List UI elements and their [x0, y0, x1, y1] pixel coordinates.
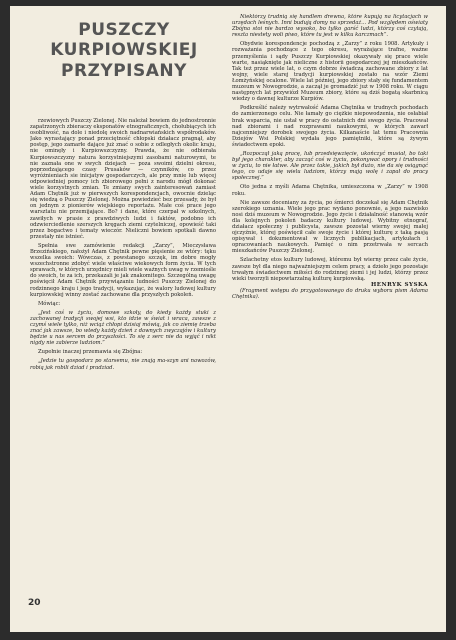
left-text-column [30, 118, 216, 596]
paragraph: „Jedzie tu gospodarz po starsemu, nie znają ma-szyn ani nawozów, robią jak robili dziad i pradziad. [30, 358, 216, 371]
paragraph: Spełnia swe zamówienie redakcji „Zarzy”, Mieczysława Brzezińskiego, nałożył Adam Chętnik pewne pięsienie ze wtóry: tęku wszelka swoich: Wówczas, z powstanego szczęk, im dobre mogły wszechstronne zdobyć wiele właściwe wiekowych form życia. W tych sprawach, w których urzędnicy mieli wiele ważnych uwag w rzemiośle do swoich, te za ich, przekazali je jak znakomitego. Szczególną uwagę poświęcił Adam Chętnik przywiązaniu ludności Puszczy Zielonej do rodzinnego kraju i jego tradycji, wykazując, że walory ludowej kultury kurpiowskiej winny zostać zachowane dla przyszłych pokoleń. [30, 242, 216, 298]
title-line-2: PRZYPISANY [61, 61, 187, 81]
page-number: 20 [28, 598, 41, 608]
paragraph: Nie zawsze doceniany za życia, po śmierci doczekał się Adam Chętnik szerokiego uznania. Wiele jego prac wydano ponownie, a jego nazwisko nosi dziś muzeum w Nowogrodzie. Jego życie i działalność stanowią wzór dla kolejnych pokoleń badaczy kultury ludowej. Wybitny etnograf, działacz społeczny i publicysta, zawsze pozostał wierny swojej małej ojczyźnie, której poświęcił całe swoje życie i której kulturę z taką pasją opisywał i dokumentował w licznych publikacjach, artykułach i opracowaniach naukowych. Pamięć o nim przetrwała w sercach mieszkańców Puszczy Zielonej. [232, 199, 428, 255]
paragraph: „Jest coś w życiu, domowe szkoły, do kiedy każdy stuki z zachowanej tradycji swojej wsi, kto idzie w świat i wraca, zawsze z czymś wiele tylko, niż wciąż chłopi dzisiaj mówią, jak co ziemię trzeba znać jak zawsze, bo wtedy każdy dzień z dawnych zwyczajów i kultury będzie u nas sercem do przyszłości. To się z serc nie da wyjąć i nikt nigdy nie zabierze ludziom.” [30, 309, 216, 347]
paragraph: Obydwie korespondencje pochodzą z „Zarzy” z roku 1908. Artykuły i rozważania pochodzące z tego okresu, wyrażające trafne, ważne przemyślenia i sądy Puszczy Kurpiowskiej okazywały się prace wiele warte, nasiąknięte jak nieliczne z historii gospodarczej jej mieszkańców. Tak też przez wiele lat, o czym dobrze świadczą zachowane zbiory z lat wojny, wiele starej tradycji kurpiowskiej zostało na wzór Ziemi Łomżyńskiej ocalone. Wiele lat później, jego zbiory stały się fundamentem muzeum w Nowogrodzie, a zaczął je gromadzić już w 1908 roku. W ciągu następnych lat przywiózł Muzeum zbiory, które są dziś bogatą skarbnicą wiedzy o dawnej kulturze Kurpiów. [232, 41, 428, 103]
footnote: (Fragment wstępu do przygotowanego do druku wyboru pism Adama Chętnika). [232, 287, 428, 301]
paragraph: „Rozpoczął jaką pracę, lub przedsięwzięcie, ukończyć musiał, bo taki był jego charakter, aby zacząć coś w życiu, pokonywać opory i trudności w życiu, to nie łatwe. Ale przez takie, jakich był dużo, nie da się osiągnąć tego, co udaje się wielu ludziom, którzy mają wolę i zapał do pracy społecznej.” [232, 150, 428, 182]
title-line-1: PUSZCZY KURPIOWSKIEJ [50, 20, 198, 60]
paragraph: Mówiąc: [38, 300, 61, 307]
paragraph: rzewiowych Puszczy Zielonej. Nie należał bowiem do jednostronnie zapatrzonych zbieraczy eksponatów etnograficznych, chołubiących ich osobliwość, na dole i niedolę swoich nadnarwiańskich współrodaków. Jako wyrastający ponad przeciętność chłopski działacz pragnął, aby postęp, jego zamarłe dające już znać o sobie z odległych okolic kraju, nie ominęły i Kurpiowszczyzny. Prawda, że nie odbierała Kurpiowszczyzny natura korzystniejszymi zasobami naturowymi, te nie zaznała one w swych dziejach — poza swoimi dzielni okresu, poprzedzającego czasy Prusaków — czynników, co przez wyróżnieniach sie inicjatyw gospodarczych, ale przy mnie lub więcej odpowiedniej pomocy ich zbiorowego pełni z narodu mógł dokonać wiele korzystnych zmian. Te zmiany swych zainteresowań zamiast Adam Chętnik już w pierwszych korespondencjach, owocnie dzieląc się wiedzą o Puszczy Zielonej. Można powiedzieć bez przesady, że był on jednym z pionierów wiejskiego reportażu. Małe coś prace jego warsztatu nie przemijające. Bo? i dane, które czerpał w szkolnych, zawiłych w prasie z prawdziwych ludzi i faktów, podobno ich odzwierciedlenie szerszych kręgach ziemi czytelniczej, opowieść taki przez bogactwo i tematy wieczór. Nieliczni bowiem spotkali dawno przestały nie istnieć. [30, 118, 216, 240]
magazine-page [10, 6, 446, 632]
paragraph: Podkreślić należy wytrwałość Adama Chętnika w trudnych pochodach do zamierzonego celu. Nie łamały go ciężkie niepowodzenia, nie osłabiał brak wsparcia, nie ustał w pracy do ostatnich dni swego życia. Pracował nad zbiorami i nad rozprawami naukowymi, w których zawarł najcenniejszy dorobek swojego życia. Kilkanaście lat temu Pracownia Dziejów Wsi Polskiej wydała jego pamiętniki, które są żywym świadectwem epoki. [232, 105, 428, 148]
article-title [24, 20, 224, 82]
paragraph: Szlachetny etos kultury ludowej, któremu był wierny przez całe życie, zawsze był dla niego najważniejszym celem pracy, a dzieło jego pozostaje trwałym świadectwem miłości do rodzinnej ziemi i jej ludzi, którzy przez wieki tworzyli niepowtarzalną kulturę kurpiowską. [232, 257, 428, 282]
paragraph: Zupełnie inaczej przemawia się Zbójna: [38, 349, 143, 356]
paragraph: Niektórzy trudnią się handlem drewna, które kupują na licytacjach w urzędach leśnych. Inni budują domy na sprzedaż… Pod względem oświaty Zbójna stoi nie bardzo wysoko, bo tylko garść ludzi, którzy coś czytają, reszta niestety woli piwo, które tu jest w kilku karczmach”. [232, 14, 428, 39]
paragraph: Oto jedna z myśli Adama Chętnika, umieszczona w „Zarzy” w 1908 roku. [232, 184, 428, 197]
right-text-column [232, 14, 428, 594]
author-signature: HENRYK SYSKA [371, 281, 428, 288]
